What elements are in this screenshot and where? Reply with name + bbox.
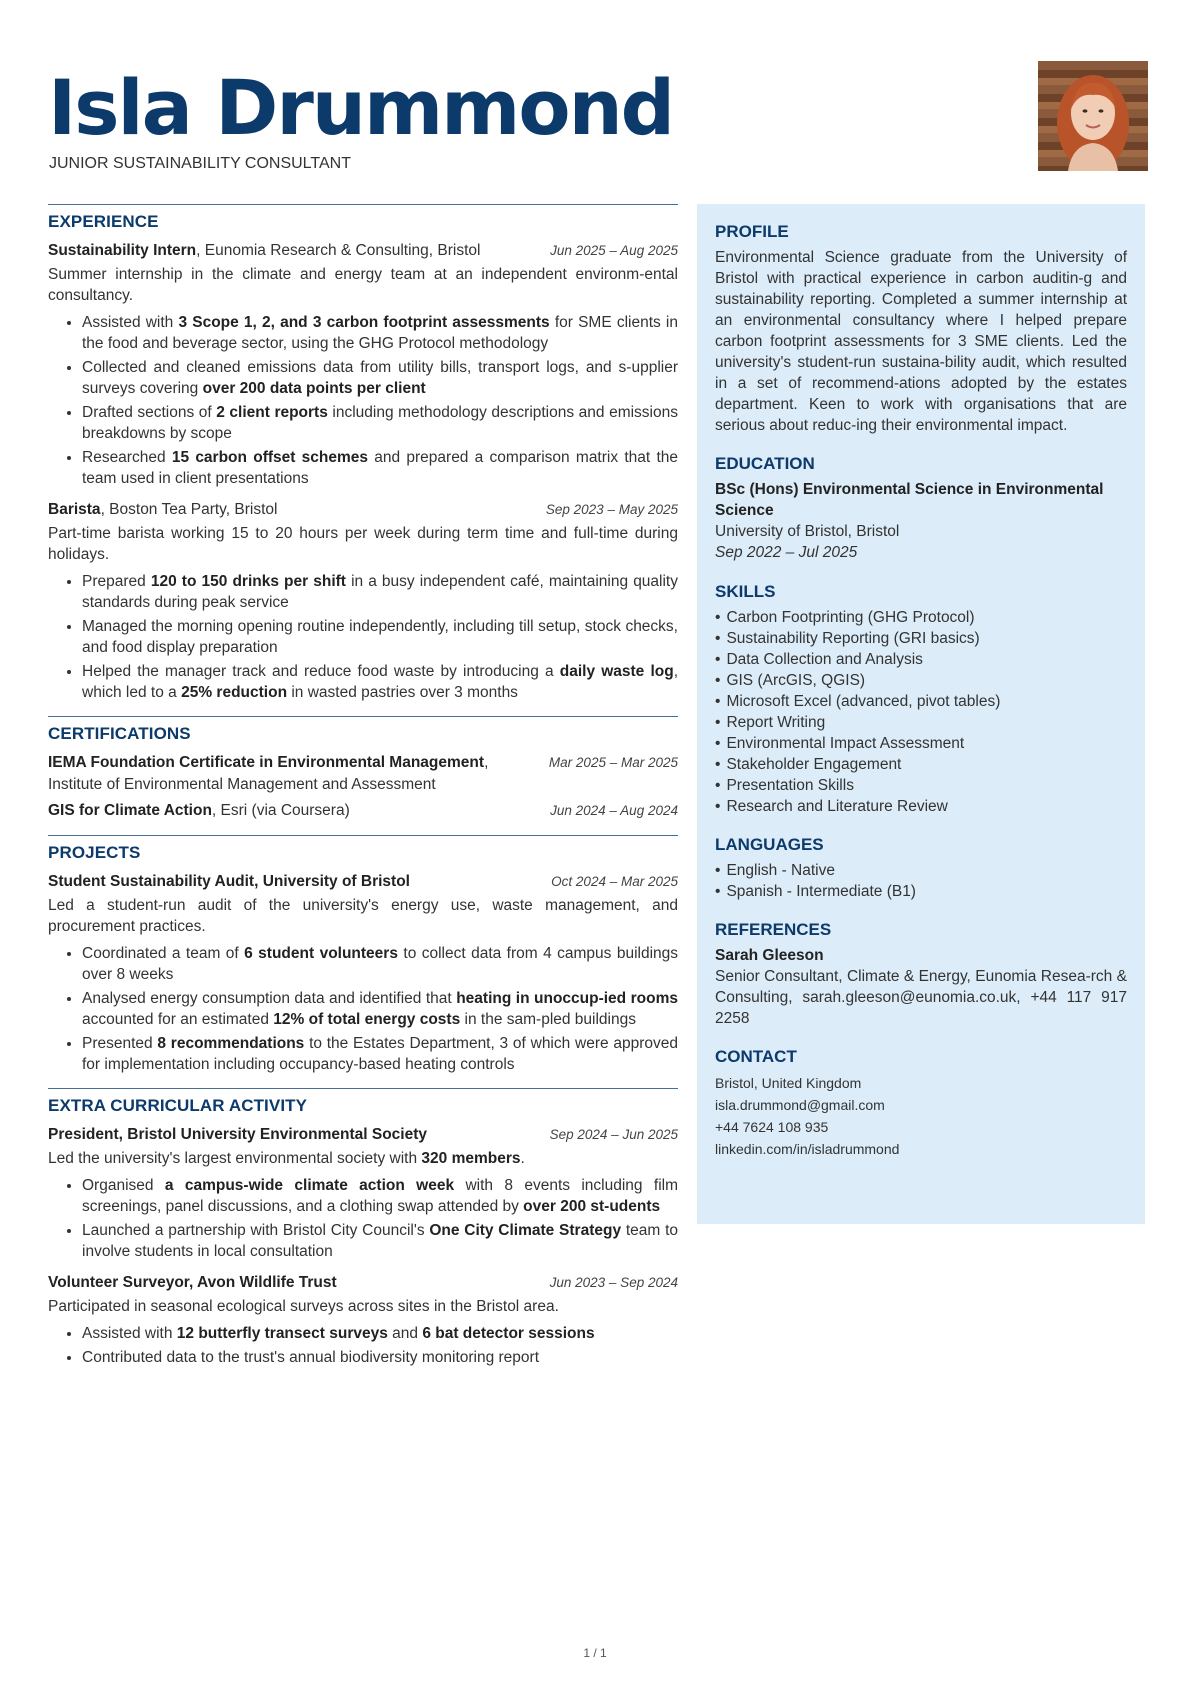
certification-title	[48, 800, 350, 822]
language-item: • Spanish - Intermediate (B1)	[715, 881, 1127, 902]
education-dates: Sep 2022 – Jul 2025	[715, 544, 858, 561]
skill-item: • Presentation Skills	[715, 775, 1127, 796]
certifications-section	[48, 716, 678, 822]
contact-linkedin[interactable]: linkedin.com/in/isladrummond	[715, 1141, 900, 1157]
entry	[48, 871, 678, 1075]
skill-item: • Microsoft Excel (advanced, pivot tables)	[715, 691, 1127, 712]
bullet-item: • Launched a partnership with Bristol City Council's One City Climate Strategy team to involve students in local consultation	[82, 1220, 678, 1262]
entry	[48, 499, 678, 703]
entry-role: President, Bristol University Environmental Society	[48, 1126, 428, 1143]
experience-section	[48, 204, 678, 703]
portrait-image	[1038, 61, 1148, 171]
bold-text: 2 client reports	[216, 404, 328, 421]
certification-head	[48, 800, 678, 822]
bullet-item: • Researched 15 carbon offset schemes and prepared a comparison matrix that the team used in client presentations	[82, 447, 678, 489]
bullet-item: • Assisted with 12 butterfly transect surveys and 6 bat detector sessions	[82, 1323, 678, 1344]
bold-text: over 200 st-udents	[523, 1198, 661, 1215]
education-heading: EDUCATION	[715, 454, 815, 473]
reference-detail: Senior Consultant, Climate & Energy, Eunomia Resea-rch & Consulting, sarah.gleeson@eunomia.co.uk, +44 117 917 2258	[715, 968, 1127, 1027]
certification-issuer: ,	[484, 754, 489, 771]
certification-issuer-line: Institute of Environmental Management and Assessment	[48, 776, 436, 793]
skills-heading: SKILLS	[715, 582, 776, 601]
bold-text: 25% reduction	[181, 684, 288, 701]
candidate-title: JUNIOR SUSTAINABILITY CONSULTANT	[49, 155, 351, 172]
entry-org: , Boston Tea Party, Bristol	[100, 501, 278, 518]
experience-heading: EXPERIENCE	[48, 212, 159, 231]
bullet-item: • Coordinated a team of 6 student volunteers to collect data from 4 campus buildings over 8 weeks	[82, 943, 678, 985]
contact-location: Bristol, United Kingdom	[715, 1075, 862, 1091]
entry	[48, 1272, 678, 1368]
entry-role: Barista	[48, 501, 101, 518]
education-degree: BSc (Hons) Environmental Science in Environmental Science	[715, 481, 1104, 519]
entry-description: Part-time barista working 15 to 20 hours per week during term time and full-time during holidays.	[48, 525, 678, 563]
entry-description: Led a student-run audit of the university's energy use, waste management, and procurement practices.	[48, 897, 678, 935]
skill-item: • Carbon Footprinting (GHG Protocol)	[715, 607, 1127, 628]
profile-photo	[1038, 61, 1148, 171]
bullet-list	[48, 312, 678, 489]
entry-head	[48, 240, 678, 262]
candidate-name: Isla Drummond	[48, 63, 674, 152]
contact-section	[715, 1047, 1127, 1160]
extracurricular-heading: EXTRA CURRICULAR ACTIVITY	[48, 1096, 308, 1115]
bullet-item: • Organised a campus-wide climate action week with 8 events including film screenings, panel discussions, and a clothing swap attended by over 200 st-udents	[82, 1175, 678, 1217]
bullet-item: • Managed the morning opening routine independently, including till setup, stock checks, and food display preparation	[82, 616, 678, 658]
certification-title	[48, 752, 488, 774]
bold-text: 6 bat detector sessions	[422, 1325, 595, 1342]
bold-text: a campus-wide climate action week	[164, 1177, 455, 1194]
entry-role: Student Sustainability Audit, University of Bristol	[48, 873, 410, 890]
bold-text: 120 to 150 drinks per shift	[150, 573, 346, 590]
certifications-list	[48, 752, 678, 822]
entry-head	[48, 499, 678, 521]
skills-list	[715, 607, 1127, 817]
experience-list	[48, 240, 678, 703]
entry-org: , Eunomia Research & Consulting, Bristol	[196, 242, 481, 259]
bold-text: daily waste log	[559, 663, 674, 680]
contact-email[interactable]: isla.drummond@gmail.com	[715, 1097, 885, 1113]
references-section	[715, 920, 1127, 1029]
entry-head	[48, 1272, 678, 1294]
extracurricular-list	[48, 1124, 678, 1368]
entry-title	[48, 1272, 337, 1294]
extracurricular-section	[48, 1088, 678, 1368]
contact-heading: CONTACT	[715, 1047, 797, 1066]
bullet-item: • Assisted with 3 Scope 1, 2, and 3 carbon footprint assessments for SME clients in the food and beverage sector, using the GHG Protocol methodology	[82, 312, 678, 354]
certification-date: Jun 2024 – Aug 2024	[550, 803, 678, 818]
profile-section	[715, 222, 1127, 436]
bullet-list	[48, 1175, 678, 1262]
certification-date: Mar 2025 – Mar 2025	[548, 755, 678, 770]
bullet-list	[48, 571, 678, 703]
references-heading: REFERENCES	[715, 920, 832, 939]
skill-item: • Environmental Impact Assessment	[715, 733, 1127, 754]
bold-text: 12% of total energy costs	[273, 1011, 461, 1028]
bold-text: 6 student volunteers	[244, 945, 398, 962]
certification-issuer: , Esri (via Coursera)	[211, 802, 350, 819]
profile-text: Environmental Science graduate from the University of Bristol with practical experience in carbon auditin-g and sustainability reporting. Completed a summer internship at an environmental consultancy where I helped prepare carbon footprint assessments for 3 SME clients. Led the university's student-run sustaina-bility audit, which resulted in a set of recommend-ations adopted by the estates department. Keen to work with organisations that are serious about reduc-ing their environmental impact.	[715, 249, 1127, 434]
skill-item: • Sustainability Reporting (GRI basics)	[715, 628, 1127, 649]
projects-heading: PROJECTS	[48, 843, 141, 862]
entry-description: Participated in seasonal ecological surveys across sites in the Bristol area.	[48, 1298, 559, 1315]
skill-item: • Report Writing	[715, 712, 1127, 733]
entry	[48, 240, 678, 489]
entry-description: Summer internship in the climate and energy team at an independent environm-ental consultancy.	[48, 266, 678, 304]
entry-title	[48, 871, 410, 893]
bold-text: 8 recommendations	[157, 1035, 305, 1052]
sidebar-column	[697, 204, 1145, 1224]
bold-text: over 200 data points per client	[202, 380, 426, 397]
education-school: University of Bristol, Bristol	[715, 523, 900, 540]
certification-name: GIS for Climate Action	[48, 802, 212, 819]
contact-phone[interactable]: +44 7624 108 935	[715, 1119, 829, 1135]
entry-title	[48, 1124, 427, 1146]
bold-text: 15 carbon offset schemes	[171, 449, 369, 466]
certification-entry	[48, 800, 678, 822]
bullet-item: • Collected and cleaned emissions data from utility bills, transport logs, and s-upplier surveys covering over 200 data points per client	[82, 357, 678, 399]
bold-text: One City Climate Strategy	[429, 1222, 622, 1239]
reference-name: Sarah Gleeson	[715, 947, 824, 964]
entry-date: Sep 2023 – May 2025	[545, 502, 678, 517]
languages-section	[715, 835, 1127, 902]
skill-item: • Stakeholder Engagement	[715, 754, 1127, 775]
languages-heading: LANGUAGES	[715, 835, 824, 854]
page-number: 1 / 1	[583, 1646, 607, 1660]
certification-entry	[48, 752, 678, 796]
projects-list	[48, 871, 678, 1075]
bold-text: 320 members	[421, 1150, 521, 1167]
entry-title	[48, 240, 480, 262]
bold-text: heating in unoccup-ied rooms	[456, 990, 678, 1007]
certification-head	[48, 752, 678, 774]
skills-section	[715, 582, 1127, 817]
languages-list	[715, 860, 1127, 902]
bold-text: 12 butterfly transect surveys	[176, 1325, 388, 1342]
profile-heading: PROFILE	[715, 222, 789, 241]
bullet-list	[48, 943, 678, 1075]
skill-item: • GIS (ArcGIS, QGIS)	[715, 670, 1127, 691]
bullet-item: • Presented 8 recommendations to the Estates Department, 3 of which were approved for implementation including occupancy-based heating controls	[82, 1033, 678, 1075]
bullet-item: • Prepared 120 to 150 drinks per shift in a busy independent café, maintaining quality standards during peak service	[82, 571, 678, 613]
bullet-item: • Contributed data to the trust's annual biodiversity monitoring report	[82, 1347, 678, 1368]
skill-item: • Research and Literature Review	[715, 796, 1127, 817]
entry-date: Jun 2023 – Sep 2024	[549, 1275, 678, 1290]
main-column	[48, 204, 678, 1381]
entry-description: Led the university's largest environmental society with 320 members.	[48, 1150, 525, 1167]
entry-role: Volunteer Surveyor, Avon Wildlife Trust	[48, 1274, 337, 1291]
entry-head	[48, 1124, 678, 1146]
bold-text: 3 Scope 1, 2, and 3 carbon footprint assessments	[178, 314, 550, 331]
entry-date: Sep 2024 – Jun 2025	[549, 1127, 678, 1142]
education-section	[715, 454, 1127, 564]
bullet-item: • Analysed energy consumption data and identified that heating in unoccup-ied rooms accounted for an estimated 12% of total energy costs in the sam-pled buildings	[82, 988, 678, 1030]
entry	[48, 1124, 678, 1262]
entry-title	[48, 499, 277, 521]
bullet-item: • Drafted sections of 2 client reports including methodology descriptions and emissions breakdowns by scope	[82, 402, 678, 444]
bullet-item: • Helped the manager track and reduce food waste by introducing a daily waste log, which led to a 25% reduction in wasted pastries over 3 months	[82, 661, 678, 703]
entry-date: Jun 2025 – Aug 2025	[550, 243, 678, 258]
skill-item: • Data Collection and Analysis	[715, 649, 1127, 670]
bullet-list	[48, 1323, 678, 1368]
language-item: • English - Native	[715, 860, 1127, 881]
certification-name: IEMA Foundation Certificate in Environmental Management	[48, 754, 485, 771]
entry-role: Sustainability Intern	[48, 242, 197, 259]
entry-head	[48, 871, 678, 893]
certifications-heading: CERTIFICATIONS	[48, 724, 191, 743]
entry-date: Oct 2024 – Mar 2025	[551, 874, 678, 889]
projects-section	[48, 835, 678, 1075]
